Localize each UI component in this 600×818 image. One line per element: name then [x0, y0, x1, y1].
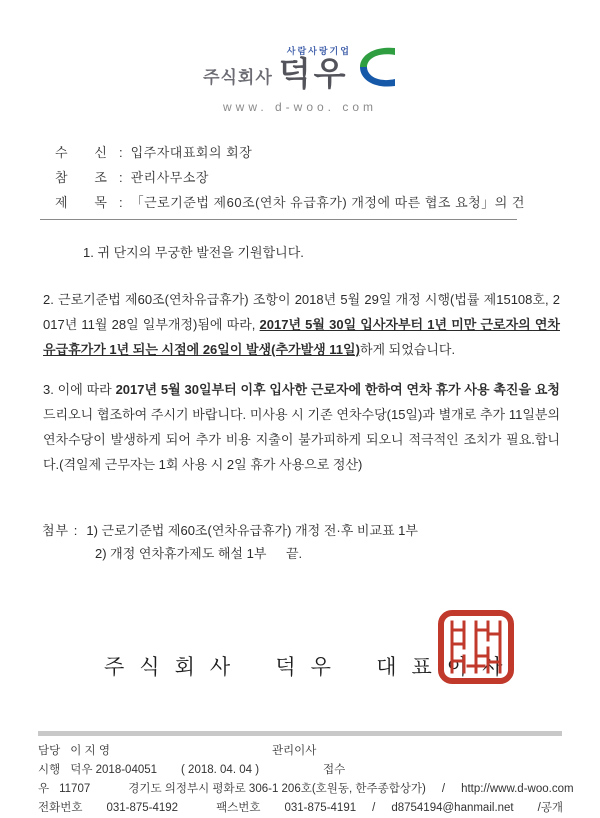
separator-slash: / [372, 802, 376, 814]
dispatch-label: 시행 [38, 764, 61, 776]
paragraph-law-amendment: 2. 근로기준법 제60조(연차유급휴가) 조항이 2018년 5월 29일 개정 시행(법률 제15108호, 2017년 11월 28일 일부개정)됨에 따라, 2017년 5월 30일 입사자부터 1년 미만 근로자의 연차 유급휴가가 1년 되는 시점에 26일이 발생(추가발생 11일)하게 되었습니다. [43, 292, 560, 357]
company-website-link[interactable]: http://www.d-woo.com [461, 783, 574, 795]
recipient-block [55, 140, 600, 215]
paragraph-request: 3. 이에 따라 2017년 5월 30일부터 이후 입사한 근로자에 한하여 연차 휴가 사용 촉진을 요청드리오니 협조하여 주시기 바랍니다. 미사용 시 기존 연차수당(15일)과 별개로 추가 11일분의 연차수당이 발생하게 되어 추가 비용 지출이 불가피하게 되오니 적극적인 조치가 필요.합니다.(격일제 근무자는 1회 사용 시 2일 휴가 사용으로 정산) [43, 382, 560, 472]
subject-label: 제 목 [55, 195, 107, 210]
logo-website: www. d-woo. com [222, 100, 378, 114]
cc-value: 관리사무소장 [130, 170, 209, 185]
fax-number: 031-875-4191 [284, 802, 357, 814]
signature-company-line: 주식회사 덕우 대표이사 [104, 655, 518, 679]
colon: : [119, 170, 123, 185]
colon: : [119, 145, 123, 160]
attachment-item-1: 1) 근로기준법 제60조(연차유급휴가) 개정 전·후 비교표 1부 [86, 523, 418, 538]
phone-label: 전화번호 [38, 802, 83, 814]
end-mark: 끝. [286, 546, 303, 561]
attachments-block [42, 519, 560, 565]
header-divider [40, 219, 517, 220]
recipient-row-cc [55, 165, 600, 190]
zip-code: 11707 [59, 783, 91, 795]
approver-title: 관리이사 [271, 745, 317, 757]
logo-row [0, 40, 600, 92]
fax-label: 팩스번호 [216, 802, 261, 814]
attachments-label: 첨부 : [42, 523, 79, 538]
receive-label: 접수 [323, 764, 346, 776]
attachment-item-2: 2) 개정 연차휴가제도 해설 1부 [95, 546, 267, 561]
logo-company-type: 주식회사 [203, 68, 273, 87]
company-logo [0, 40, 600, 114]
footer-row-staff [38, 742, 562, 761]
colon: : [119, 195, 123, 210]
signature-block [0, 609, 600, 697]
logo-slogan: 사람사랑기업 [286, 46, 351, 57]
footer-divider-bar [38, 731, 562, 736]
logo-swoosh-icon [357, 44, 397, 90]
cc-label: 참 조 [55, 170, 107, 185]
to-value: 입주자대표회의 회장 [130, 145, 253, 160]
staff-name: 이 지 영 [70, 745, 110, 757]
recipient-row-to [55, 140, 600, 165]
staff-label: 담당 [38, 745, 61, 757]
to-label: 수 신 [55, 145, 107, 160]
disclosure-mark: /공개 [537, 802, 564, 814]
document-footer [38, 731, 574, 818]
attachment-item-2-row [42, 542, 560, 565]
company-email: d8754194@hanmail.net [391, 802, 514, 814]
footer-row-contact [38, 799, 562, 818]
recipient-row-subject [55, 190, 600, 215]
attachment-item-1-row [42, 519, 560, 542]
subject-value: 「근로기준법 제60조(연차 유급휴가) 개정에 따른 협조 요청」의 건 [130, 195, 525, 210]
dispatch-date: ( 2018. 04. 04 ) [181, 764, 260, 776]
logo-center [279, 44, 351, 92]
footer-row-address [38, 780, 574, 799]
zip-label: 우 [38, 783, 50, 795]
company-address: 경기도 의정부시 평화로 306-1 206호(호원동, 한주종합상가) [128, 783, 426, 795]
logo-company-name: 덕우 [278, 55, 349, 93]
footer-row-dispatch [38, 761, 562, 780]
document-number: 덕우 2018-04051 [70, 764, 158, 776]
paragraph-greeting: 1. 귀 단지의 무궁한 발전을 기원합니다. [83, 245, 304, 260]
corporate-seal-stamp [437, 609, 515, 685]
separator-slash: / [441, 783, 446, 795]
phone-number: 031-875-4192 [106, 802, 179, 814]
